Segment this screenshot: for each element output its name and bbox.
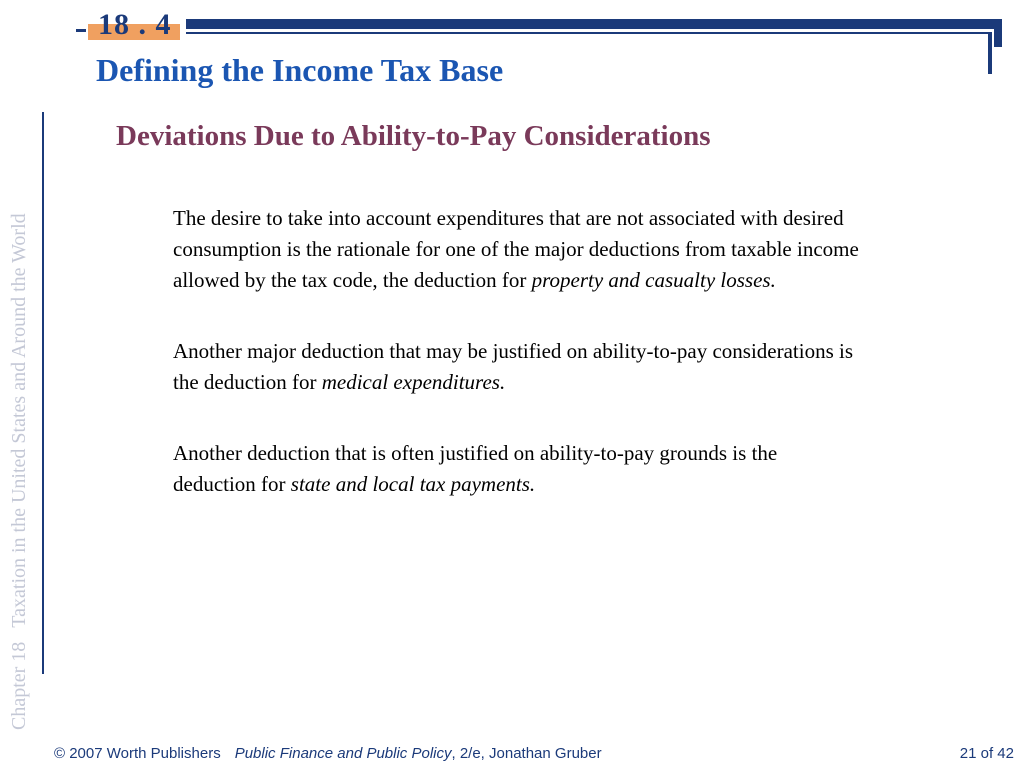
paragraph-emphasis: property and casualty losses. [531,268,776,292]
slide-title: Defining the Income Tax Base [96,52,504,88]
paragraph-medical [173,336,863,398]
footer-book-title: Public Finance and Public Policy [234,745,452,762]
slide-subtitle: Deviations Due to Ability-to-Pay Considerations [116,120,711,152]
footer [54,745,1014,762]
paragraph-state-local-tax [173,438,863,500]
footer-copyright: © 2007 Worth Publishers [54,745,221,762]
paragraph-text: The desire to take into account expenditures that are not associated with desired consumption is the rationale for one of the major deductions from taxable income allowed by the tax code, the deduction for [173,206,859,292]
paragraph-emphasis: state and local tax payments. [290,472,536,496]
paragraph-text: Another deduction that is often justified on ability-to-pay grounds is the deduction for [173,441,778,496]
header-rule-thick [186,19,1002,29]
page-number: 21 of 42 [959,745,1014,762]
footer-edition-author: , 2/e, Jonathan Gruber [451,745,602,762]
header-rule-thin [186,32,990,34]
header-rule-right-block [994,19,1002,47]
header-rule-right-vertical [988,32,992,74]
sidebar-rule [42,112,44,674]
slide-body [173,203,863,540]
header-dash [76,29,86,32]
chapter-title: Taxation in the United States and Around the World [8,213,30,628]
paragraph-emphasis: medical expenditures. [321,370,506,394]
chapter-number: Chapter 18 [8,641,30,730]
chapter-banner [8,30,31,730]
paragraph-text: Another major deduction that may be justified on ability-to-pay considerations is the deduction for [173,339,854,394]
paragraph-property-losses [173,203,863,296]
section-number: 18 . 4 [98,8,172,41]
